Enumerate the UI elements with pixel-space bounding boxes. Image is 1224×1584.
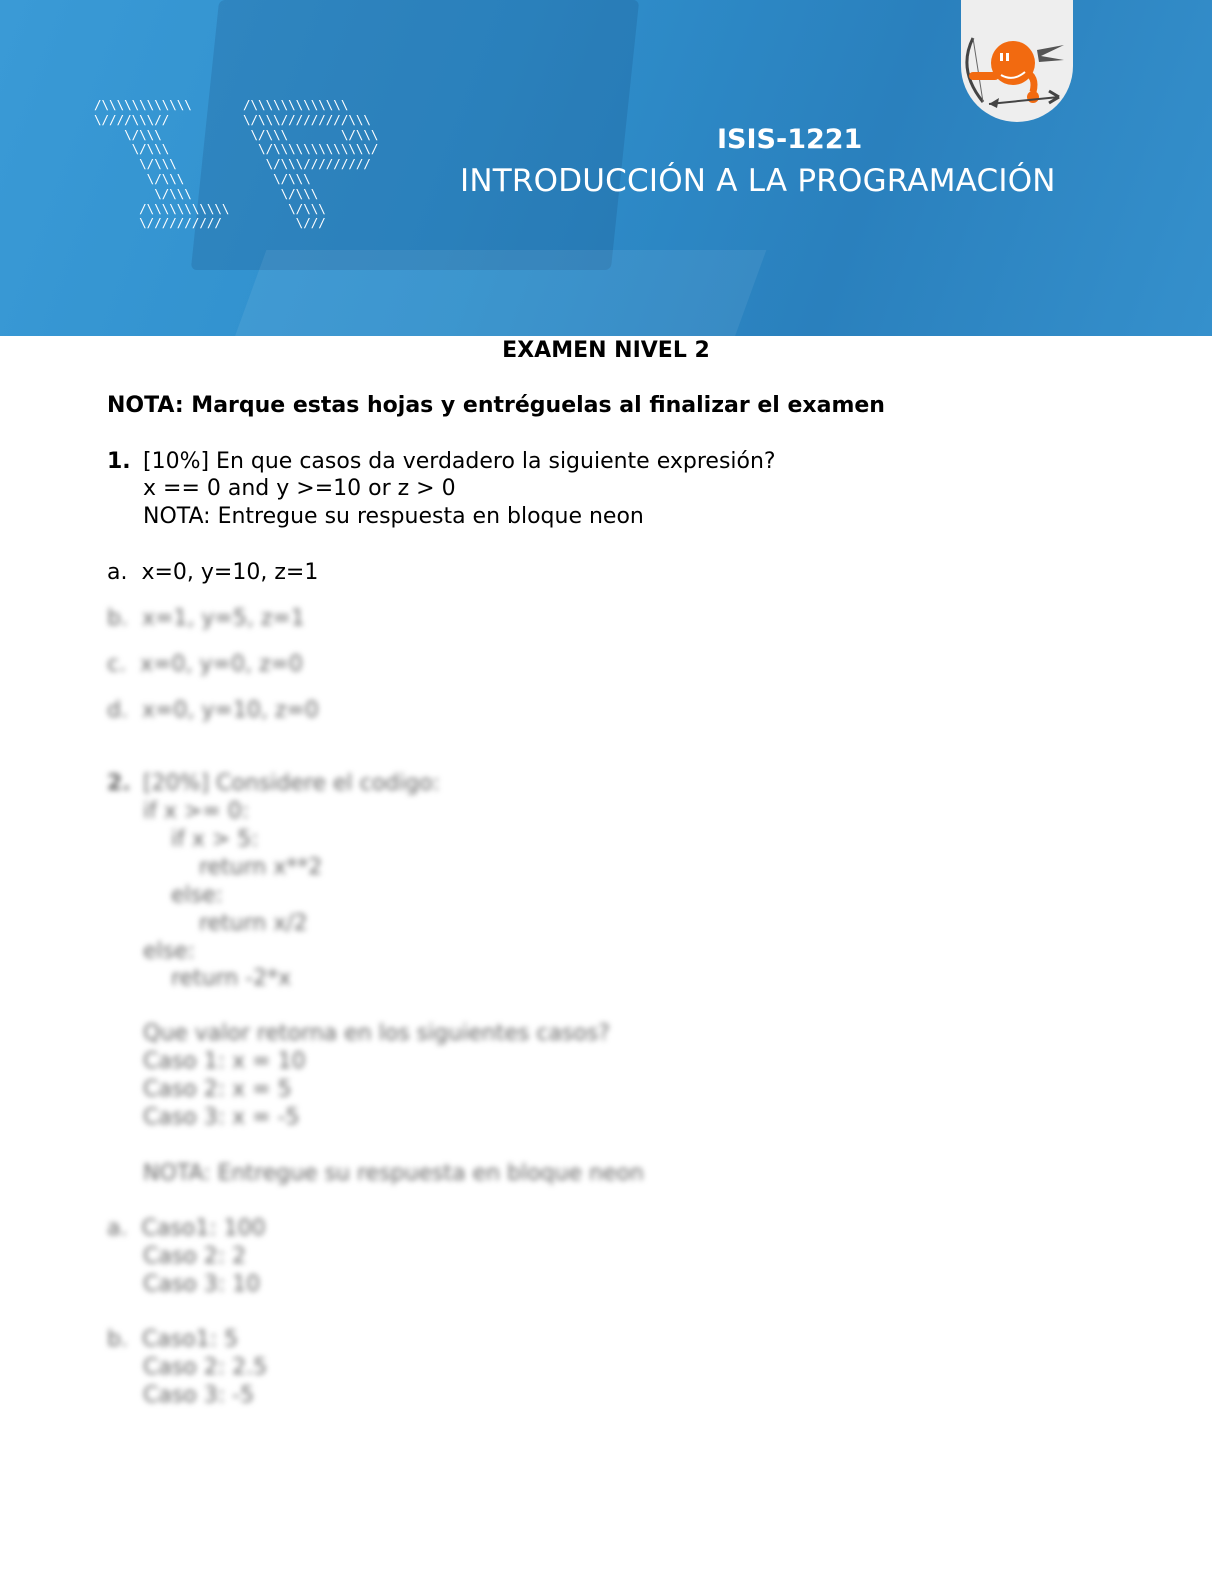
q1-option-a: a. x=0, y=10, z=1 [107, 560, 319, 585]
q2-note: NOTA: Entregue su respuesta en bloque neon [143, 1161, 644, 1186]
q1-prompt: [10%] En que casos da verdadero la siguiente expresión? [143, 449, 776, 474]
q2-question: Que valor retorna en los siguientes casos? [143, 1021, 610, 1046]
q2-option-a-line: Caso 2: 2 [143, 1244, 247, 1269]
q2-case: Caso 2: x = 5 [143, 1077, 292, 1102]
q2-option-b-line: Caso 2: 2.5 [143, 1355, 268, 1380]
q2-option-b-line: Caso 3: -5 [143, 1383, 255, 1408]
exam-note: NOTA: Marque estas hojas y entréguelas al finalizar el examen [107, 393, 885, 418]
q2-code-line: return x**2 [143, 855, 323, 880]
q2-case: Caso 1: x = 10 [143, 1049, 306, 1074]
q2-case: Caso 3: x = -5 [143, 1105, 300, 1130]
exam-title: EXAMEN NIVEL 2 [502, 338, 710, 363]
q2-code-line: else: [143, 939, 196, 964]
q2-option-a-line: Caso 3: 10 [143, 1272, 261, 1297]
q2-code-line: else: [143, 883, 224, 908]
q1-note: NOTA: Entregue su respuesta en bloque neon [143, 504, 644, 529]
q1-option-c: c. x=0, y=0, z=0 [107, 652, 303, 677]
course-name: INTRODUCCIÓN A LA PROGRAMACIÓN [460, 163, 1056, 199]
header-banner [0, 0, 1212, 336]
q1-option-b: b. x=1, y=5, z=1 [107, 606, 305, 631]
q2-option-b: b. Caso1: 5 [107, 1327, 239, 1352]
q1-number: 1. [107, 449, 131, 474]
ascii-logo-p: /\\\\\\\\\\\\\ \/\\\/////////\\\ \/\\\ \/\\\ \/\\\\\\\\\\\\\/ \/\\\///////// \/\\\ \/\\\ \/\\\ \/// [243, 97, 379, 231]
keyboard-background-image [234, 250, 767, 336]
q2-code-line: if x >= 0: [143, 799, 250, 824]
q1-expression: x == 0 and y >=10 or z > 0 [143, 476, 456, 501]
q2-code-line: return x/2 [143, 911, 308, 936]
q2-code-line: return -2*x [143, 966, 292, 991]
q2-option-a: a. Caso1: 100 [107, 1216, 266, 1241]
course-code: ISIS-1221 [717, 124, 863, 155]
archer-mascot-logo [961, 0, 1073, 122]
ascii-logo-i: /\\\\\\\\\\\\ \////\\\// \/\\\ \/\\\ \/\\\ \/\\\ \/\\\ /\\\\\\\\\\\ \////////// [94, 97, 230, 231]
q2-number: 2. [107, 771, 131, 796]
q1-option-d: d. x=0, y=10, z=0 [107, 698, 319, 723]
q2-code-line: if x > 5: [143, 827, 259, 852]
q2-prompt: [20%] Considere el codigo: [143, 771, 441, 796]
